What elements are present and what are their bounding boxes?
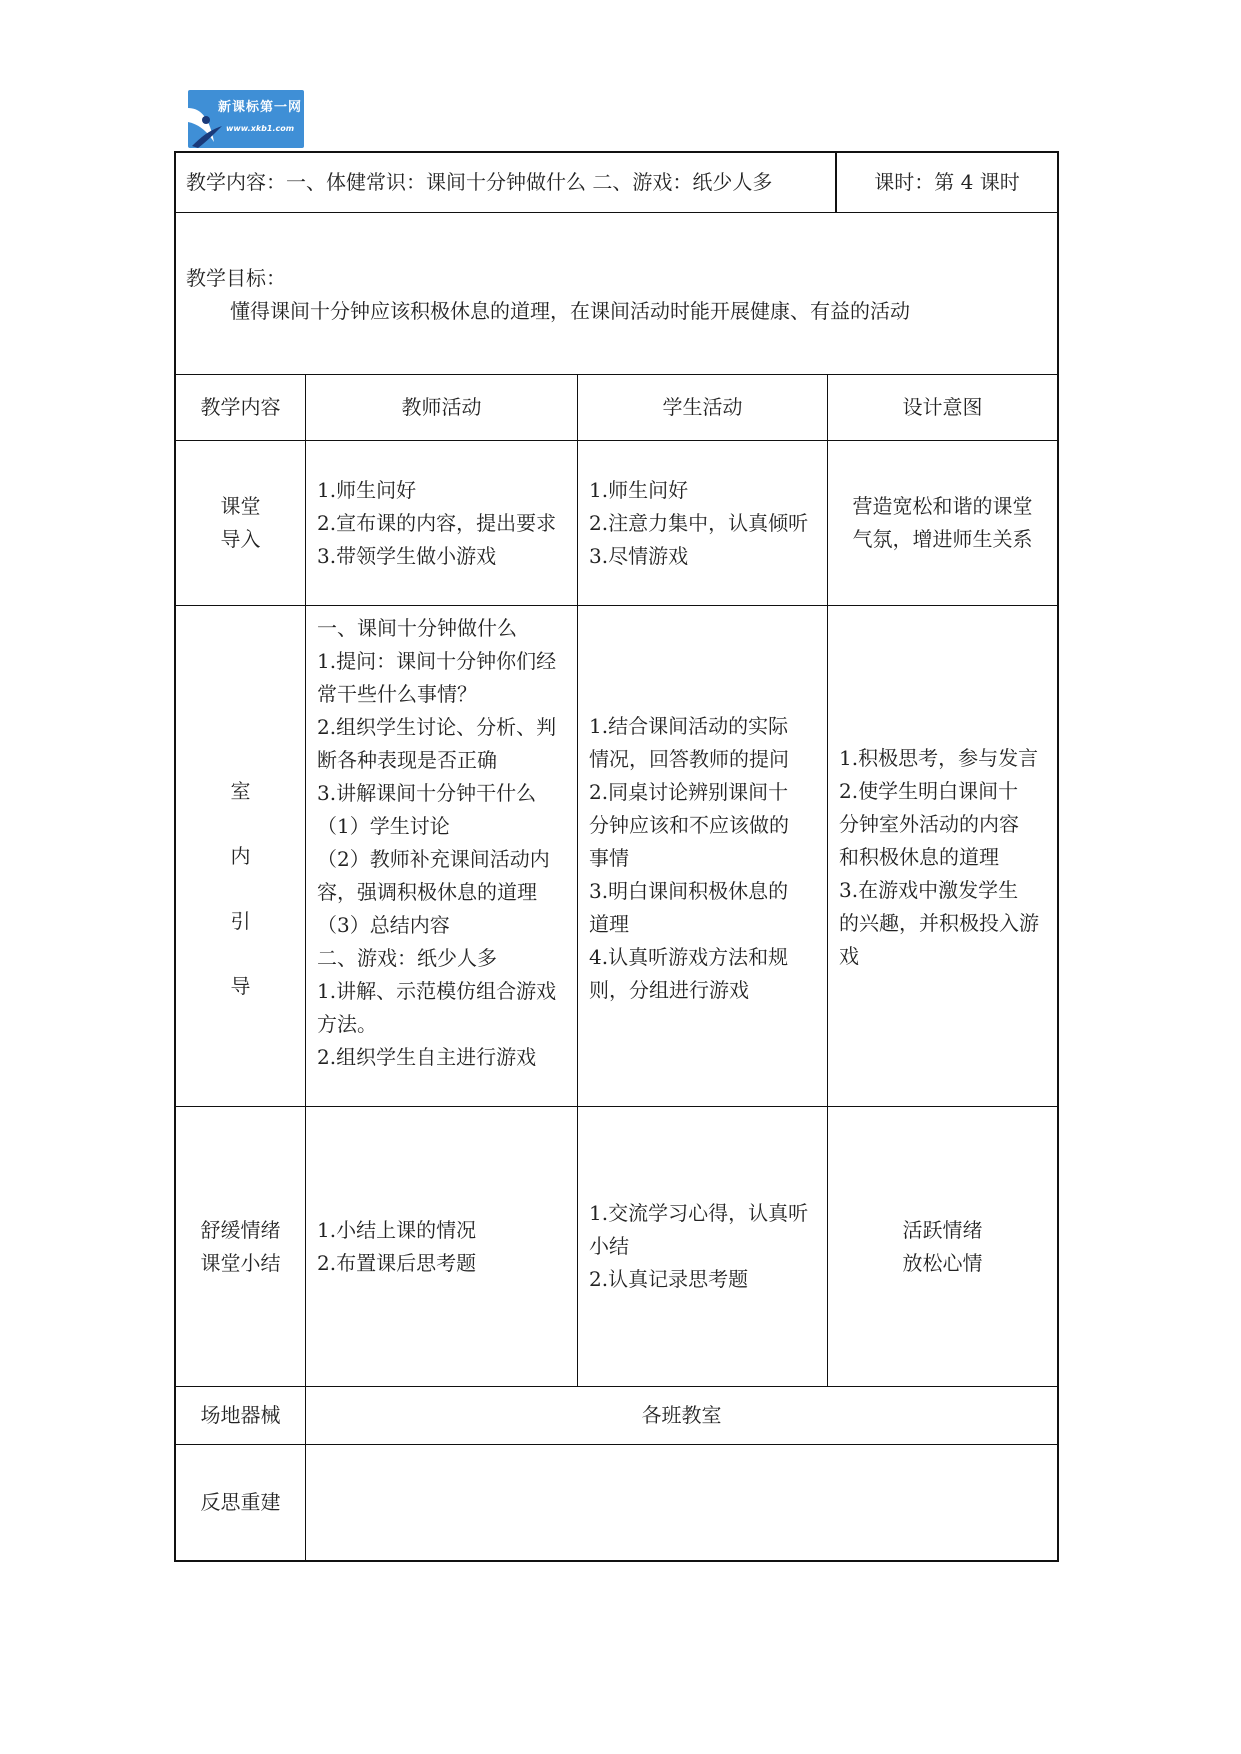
student-activity-line: 小结 [589,1234,629,1258]
logo-title: 新课标第一网 [218,100,303,115]
design-intent-line: 气氛，增进师生关系 [852,527,1033,551]
equipment-value [306,1387,1057,1444]
student-activity-line: 分钟应该和不应该做的 [589,813,789,837]
student-activity-line: 1.结合课间活动的实际 [589,714,789,738]
design-intent-cell [828,1107,1057,1386]
teacher-activity-line: 1.提问：课间十分钟你们经 [317,649,557,673]
header-content [186,152,834,212]
col-header-teacher [306,375,577,440]
stage-line: 室 [230,779,251,803]
design-intent-line: 活跃情绪 [902,1217,983,1242]
teacher-activity-line: 1.师生问好 [317,477,417,502]
stage-line: 引 [230,909,251,933]
teacher-activity-line: 2.宣布课的内容，提出要求 [317,510,557,535]
design-intent-line: 2.使学生明白课间十 [839,779,1019,803]
teacher-activity-line: 2.组织学生讨论、分析、判 [317,715,557,739]
teacher-activity-line: （1）学生讨论 [317,814,450,838]
col-header-student-text: 学生活动 [662,395,743,419]
student-activity-line: 2.认真记录思考题 [589,1267,749,1291]
design-intent-line: 1.积极思考，参与发言 [839,746,1039,770]
design-intent-line: 的兴趣，并积极投入游 [839,911,1039,935]
logo-url: www.xkb1.com [226,124,295,133]
design-intent-line: 和积极休息的道理 [839,845,999,869]
student-activity-line: 4.认真听游戏方法和规 [589,945,789,969]
student-activity-line: 1.师生问好 [589,477,689,502]
student-activity-line: 事情 [589,846,629,870]
col-header-content-text: 教学内容 [200,395,281,419]
header-period-text: 课时：第 4 课时 [874,169,1020,194]
objectives-text: 懂得课间十分钟应该积极休息的道理，在课间活动时能开展健康、有益的活动 [230,299,910,323]
teacher-activity-line: （3）总结内容 [317,913,450,937]
teacher-activity-cell [317,1107,575,1386]
teacher-activity-line: 2.布置课后思考题 [317,1250,477,1275]
stage-line: 课堂小结 [200,1250,281,1275]
teacher-activity-cell [317,612,575,1102]
site-logo [188,90,304,148]
student-activity-line: 则，分组进行游戏 [589,978,749,1002]
stage-line: 导入 [220,527,261,551]
design-intent-cell [839,742,1055,982]
teacher-activity-line: 断各种表现是否正确 [317,748,497,772]
objectives [186,262,1046,332]
student-activity-line: 道理 [589,912,629,936]
teacher-activity-line: 1.小结上课的情况 [317,1217,477,1242]
student-activity-cell [589,1107,825,1386]
design-intent-line: 营造宽松和谐的课堂 [852,494,1033,518]
col-header-content [176,375,305,440]
design-intent-line: 3.在游戏中激发学生 [839,878,1019,902]
teacher-activity-cell [317,441,575,605]
stage-line: 舒缓情绪 [200,1217,281,1242]
teacher-activity-line: 常干些什么事情？ [317,682,477,706]
teacher-activity-line: 方法。 [317,1012,377,1036]
student-activity-line: 3.尽情游戏 [589,543,689,568]
equipment-value-text: 各班教室 [641,1403,722,1427]
stage-line: 导 [230,974,251,998]
student-activity-line: 3.明白课间积极休息的 [589,879,789,903]
stage-cell [176,775,305,1015]
student-activity-line: 2.注意力集中，认真倾听 [589,510,809,535]
teacher-activity-line: （2）教师补充课间活动内 [317,847,550,871]
col-header-intent-text: 设计意图 [902,395,983,419]
student-activity-line: 情况，回答教师的提问 [589,747,789,771]
reflection-label [176,1445,305,1560]
teacher-activity-line: 一、课间十分钟做什么 [317,616,517,640]
stage-line: 内 [230,844,251,868]
teacher-activity-line: 二、游戏：纸少人多 [317,946,497,970]
teacher-activity-line: 容，强调积极休息的道理 [317,880,537,904]
design-intent-line: 放松心情 [902,1250,983,1275]
design-intent-line: 分钟室外活动的内容 [839,812,1019,836]
teacher-activity-line: 3.讲解课间十分钟干什么 [317,781,537,805]
col-header-teacher-text: 教师活动 [401,395,482,419]
stage-line: 课堂 [220,494,261,518]
stage-cell [176,1107,305,1386]
header-period [837,152,1057,212]
reflection-label-text: 反思重建 [200,1490,281,1514]
equipment-label [176,1387,305,1444]
teacher-activity-line: 1.讲解、示范模仿组合游戏 [317,979,557,1003]
student-activity-line: 1.交流学习心得，认真听 [589,1201,809,1225]
reflection-value [306,1445,1057,1560]
design-intent-line: 戏 [839,944,859,968]
col-header-intent [828,375,1057,440]
student-activity-line: 2.同桌讨论辨别课间十 [589,780,789,804]
teacher-activity-line: 2.组织学生自主进行游戏 [317,1045,537,1069]
student-activity-cell [589,441,825,605]
col-header-student [578,375,827,440]
student-activity-cell [589,710,825,1010]
objectives-label: 教学目标： [186,266,286,290]
teacher-activity-line: 3.带领学生做小游戏 [317,543,497,568]
header-content-text: 教学内容：一、体健常识：课间十分钟做什么 二、游戏：纸少人多 [186,169,773,194]
design-intent-cell [828,441,1057,605]
equipment-label-text: 场地器械 [200,1403,281,1427]
stage-cell [176,441,305,605]
